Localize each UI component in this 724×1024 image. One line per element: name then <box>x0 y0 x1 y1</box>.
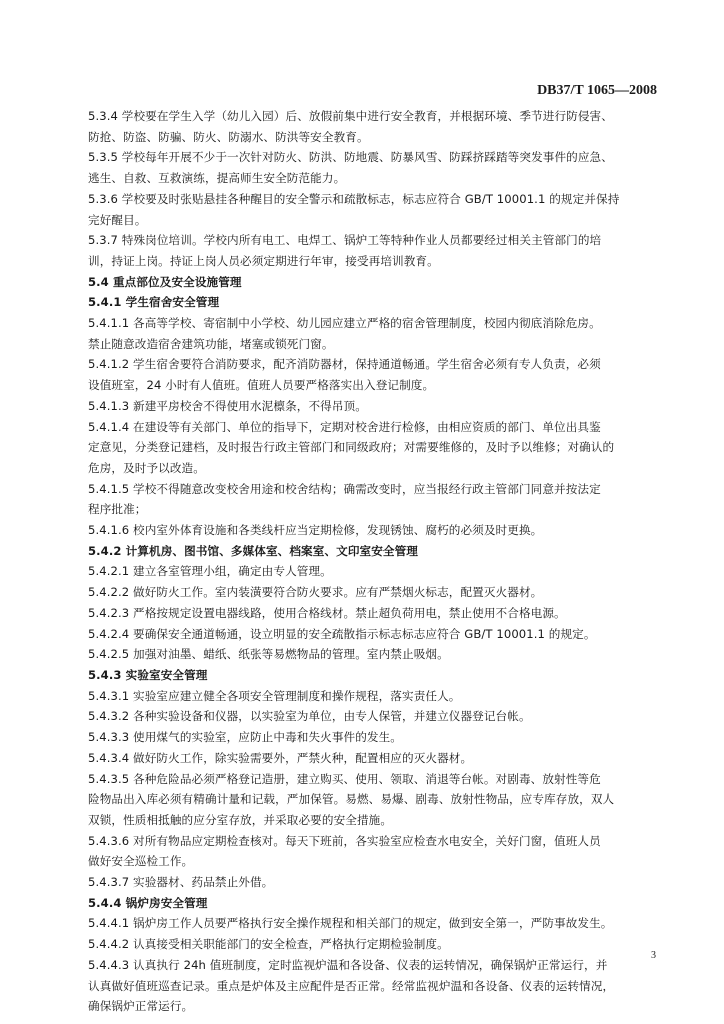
paragraph-line: 设值班室，24 小时有人值班。值班人员要严格落实出入登记制度。 <box>88 378 435 393</box>
paragraph-line: 5.4.1.1 各高等学校、寄宿制中小学校、幼儿园应建立严格的宿舍管理制度，校园内彻底消除危房。 <box>88 316 601 331</box>
paragraph-line: 5.4.2.5 加强对油墨、蜡纸、纸张等易燃物品的管理。室内禁止吸烟。 <box>88 647 449 662</box>
paragraph-line: 5.4.1.3 新建平房校舍不得使用水泥檩条，不得吊顶。 <box>88 398 367 413</box>
paragraph-line: 完好醒目。 <box>88 212 147 227</box>
paragraph-line: 5.4.3.1 实验室应建立健全各项安全管理制度和操作规程，落实责任人。 <box>88 688 461 703</box>
paragraph-line: 5.4.1.4 在建设等有关部门、单位的指导下，定期对校舍进行检修，由相应资质的部门、单位出具鉴 <box>88 419 601 434</box>
paragraph-line: 5.4.3.4 做好防火工作，除实验需要外，严禁火种，配置相应的灭火器材。 <box>88 750 473 765</box>
paragraph-line: 5.4.2.4 要确保安全通道畅通，设立明显的安全疏散指示标志标志应符合 GB/T 10001.1 的规定。 <box>88 626 596 641</box>
paragraph-line: 5.3.4 学校要在学生入学（幼儿入园）后、放假前集中进行安全教育，并根据环境、季节进行防侵害、 <box>88 109 613 123</box>
paragraph-line: 5.3.7 特殊岗位培训。学校内所有电工、电焊工、锅炉工等特种作业人员都要经过相关主管部门的培 <box>88 233 602 248</box>
paragraph-line: 5.4.4.2 认真接受相关职能部门的安全检查，严格执行定期检验制度。 <box>88 937 449 952</box>
paragraph-line: 5.4.3.2 各种实验设备和仪器，以实验室为单位，由专人保管，并建立仪器登记台帐。 <box>88 709 531 724</box>
paragraph-line: 5.4.4.1 锅炉房工作人员要严格执行安全操作规程和相关部门的规定，做到安全第一，严防事故发生。 <box>88 916 613 931</box>
standard-code: DB37/T 1065—2008 <box>537 83 657 98</box>
paragraph-line: 防抢、防盗、防骗、防火、防溺水、防洪等安全教育。 <box>88 129 369 144</box>
paragraph-line: 5.4.1.6 校内室外体育设施和各类线杆应当定期检修，发现锈蚀、腐朽的必须及时更换。 <box>88 523 543 538</box>
paragraph-line: 确保锅炉正常运行。 <box>88 999 194 1014</box>
paragraph-line: 5.4.3.3 使用煤气的实验室，应防止中毒和失火事件的发生。 <box>88 730 403 745</box>
section-heading: 5.4.4 锅炉房安全管理 <box>88 895 208 910</box>
paragraph-line: 程序批准； <box>88 502 147 517</box>
paragraph-line: 5.4.4.3 认真执行 24h 值班制度，定时监视炉温和各设备、仪表的运转情况，确保锅炉正常运行，并 <box>88 957 608 972</box>
page-number: 3 <box>651 950 656 961</box>
paragraph-line: 做好安全巡检工作。 <box>88 854 194 869</box>
paragraph-line: 5.4.2.1 建立各室管理小组，确定由专人管理。 <box>88 564 332 579</box>
paragraph-line: 禁止随意改造宿舍建筑功能，堵塞或锁死门窗。 <box>88 336 334 351</box>
paragraph-line: 认真做好值班巡查记录。重点是炉体及主应配件是否正常。经常监视炉温和各设备、仪表的运转情况， <box>88 978 615 993</box>
section-heading: 5.4.1 学生宿舍安全管理 <box>88 295 220 310</box>
paragraph-line: 5.4.1.2 学生宿舍要符合消防要求，配齐消防器材，保持通道畅通。学生宿舍必须有专人负责，必须 <box>88 357 601 372</box>
section-heading: 5.4 重点部位及安全设施管理 <box>88 274 242 289</box>
paragraph-line: 定意见，分类登记建档，及时报告行政主管部门和同级政府；对需要维修的，及时予以维修；对确认的 <box>88 440 615 455</box>
paragraph-line: 5.4.1.5 学校不得随意改变校舍用途和校舍结构；确需改变时，应当报经行政主管部门同意并按法定 <box>88 481 601 496</box>
section-heading: 5.4.2 计算机房、图书馆、多媒体室、档案室、文印室安全管理 <box>88 543 418 558</box>
paragraph-line: 5.4.2.2 做好防火工作。室内装潢要符合防火要求。应有严禁烟火标志，配置灭火器材。 <box>88 585 543 600</box>
paragraph-line: 5.3.5 学校每年开展不少于一次针对防火、防洪、防地震、防暴风雪、防踩挤踩踏等突发事件的应急、 <box>88 150 613 165</box>
paragraph-line: 逃生、自救、互救演练，提高师生安全防范能力。 <box>88 171 346 186</box>
paragraph-line: 5.4.3.6 对所有物品应定期检查核对。每天下班前，各实验室应检查水电安全，关好门窗，值班人员 <box>88 833 601 848</box>
paragraph-line: 5.4.3.7 实验器材、药品禁止外借。 <box>88 875 274 890</box>
paragraph-line: 危房，及时予以改造。 <box>88 460 205 475</box>
section-heading: 5.4.3 实验室安全管理 <box>88 667 208 682</box>
paragraph-line: 5.4.3.5 各种危险品必须严格登记造册，建立购买、使用、领取、消退等台帐。对剧毒、放射性等危 <box>88 771 601 786</box>
paragraph-line: 训，持证上岗。持证上岗人员必须定期进行年审，接受再培训教育。 <box>88 253 439 268</box>
paragraph-line: 5.4.2.3 严格按规定设置电器线路，使用合格线材。禁止超负荷用电，禁止使用不合格电源。 <box>88 605 566 620</box>
document-body <box>88 106 658 1017</box>
paragraph-line: 险物品出入库必须有精确计量和记载，严加保管。易燃、易爆、剧毒、放射性物品，应专库存放，双人 <box>88 792 615 807</box>
paragraph-line: 双锁，性质相抵触的应分室存放，并采取必要的安全措施。 <box>88 812 393 827</box>
paragraph-line: 5.3.6 学校要及时张贴悬挂各种醒目的安全警示和疏散标志，标志应符合 GB/T 10001.1 的规定并保持 <box>88 191 620 206</box>
